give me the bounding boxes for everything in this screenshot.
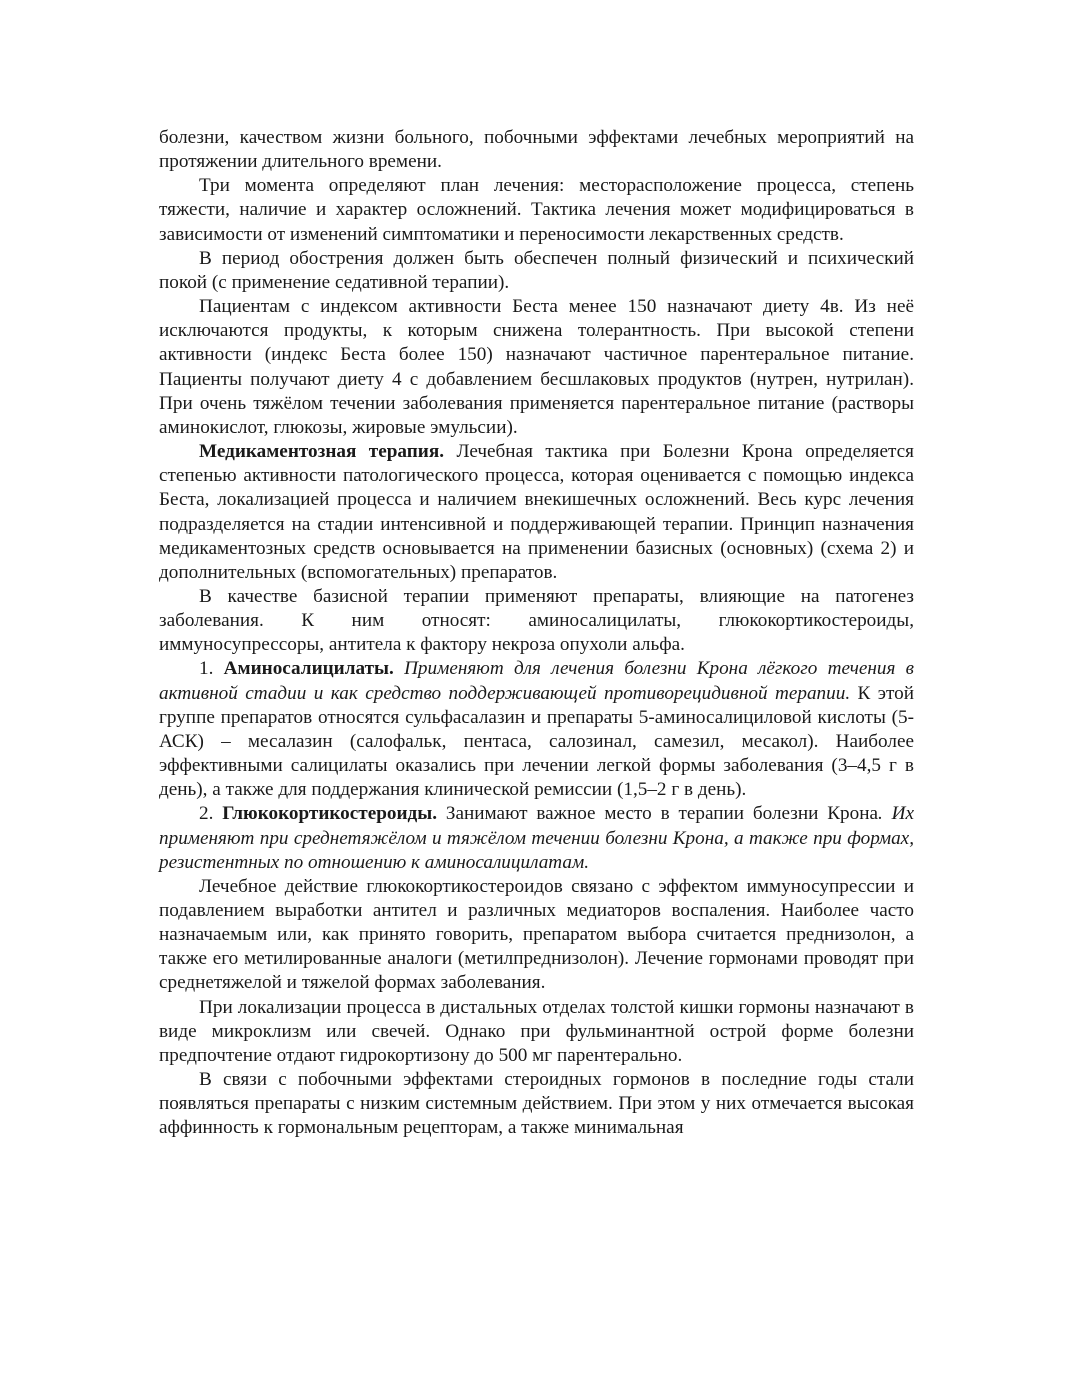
paragraph [159, 440, 914, 585]
paragraph [159, 174, 914, 246]
text-run: 2. [199, 803, 223, 825]
text-run [394, 658, 404, 679]
paragraph [159, 126, 914, 174]
text-run: При локализации процесса в дистальных отделах толстой кишки гормоны назначают в виде микроклизм или свечей. Однако при фульминантной острой форме болезни предпочтение отдают гидрокортизону до 500 мг парентерально. [159, 996, 914, 1066]
bold-text-run: Глюкокортикостероиды. [222, 803, 438, 825]
text-run: Пациентам с индексом активности Беста менее 150 назначают диету 4в. Из неё исключаются продукты, к которым снижена толерантность. При высокой степени активности (индекс Беста более 150) назначают частичное парентеральное питание. Пациенты получают диету 4 с добавлением бесшлаковых продуктов (нутрен, нутрилан). При очень тяжёлом течении заболевания применяется парентеральное питание (растворы аминокислот, глюкозы, жировые эмульсии). [159, 296, 914, 438]
paragraph [159, 1068, 914, 1140]
italic-text-run: Применяют для лечения болезни Крона лёгкого течения в активной стадии и как средство поддерживающей противорецидивной терапии. [159, 658, 914, 704]
text-run: В связи с побочными эффектами стероидных гормонов в последние годы стали появляться препараты с низким системным действием. При этом у них отмечается высокая аффинность к гормональным рецепторам, а также минимальная [159, 1069, 914, 1139]
text-run: Лечебная тактика при Болезни Крона определяется степенью активности патологического процесса, которая оценивается с помощью индекса Беста, локализацией процесса и наличием внекишечных осложнений. Весь курс лечения подразделяется на стадии интенсивной и поддерживающей терапии. Принцип назначения медикаментозных средств основывается на применении базисных (основных) (схема 2) и дополнительных (вспомогательных) препаратов. [159, 441, 914, 583]
paragraph [159, 295, 914, 440]
text-run: болезни, качеством жизни больного, побочными эффектами лечебных мероприятий на протяжении длительного времени. [159, 127, 914, 173]
bold-text-run: Медикаментозная терапия. [199, 441, 445, 463]
document-page [159, 126, 914, 1141]
paragraph [159, 875, 914, 996]
text-run: В период обострения должен быть обеспечен полный физический и психический покой (с применение седативной терапии). [159, 247, 914, 293]
text-run: Лечебное действие глюкокортикостероидов связано с эффектом иммуносупрессии и подавлением выработки антител и различных медиаторов воспаления. Наиболее часто назначаемым или, как принято говорить, препаратом выбора считается преднизолон, а также его метилированные аналоги (метилпреднизолон). Лечение гормонами проводят при среднетяжелой и тяжелой формах заболевания. [159, 875, 914, 994]
text-run: К этой группе препаратов относятся сульфасалазин и препараты 5-аминосалициловой кислоты (5-АСК) – месалазин (салофальк, пентаса, салозинал, самезил, месакол). Наиболее эффективными салицилаты оказались при лечении легкой формы заболевания (3–4,5 г в день), а также для поддержания клинической ремиссии (1,5–2 г в день). [159, 682, 914, 801]
text-run: Три момента определяют план лечения: месторасположение процесса, степень тяжести, наличие и характер осложнений. Тактика лечения может модифицироваться в зависимости от изменений симптоматики и переносимости лекарственных средств. [159, 175, 914, 245]
text-run: 1. [199, 658, 224, 680]
italic-text-run: . Их применяют при среднетяжёлом и тяжёлом течении болезни Крона, а также при формах, резистентных по отношению к аминосалицилатам. [159, 803, 914, 873]
paragraph [159, 802, 914, 874]
text-run: Занимают важное место в терапии болезни Крона [437, 803, 878, 825]
text-run: В качестве базисной терапии применяют препараты, влияющие на патогенез заболевания. К ним относят: аминосалицилаты, глюкокортикостероиды, иммуносупрессоры, антитела к фактору некроза опухоли альфа. [159, 585, 914, 656]
paragraph [159, 585, 914, 657]
paragraph [159, 657, 914, 802]
paragraph [159, 247, 914, 295]
paragraph [159, 996, 914, 1068]
bold-text-run: Аминосалицилаты. [223, 658, 394, 680]
